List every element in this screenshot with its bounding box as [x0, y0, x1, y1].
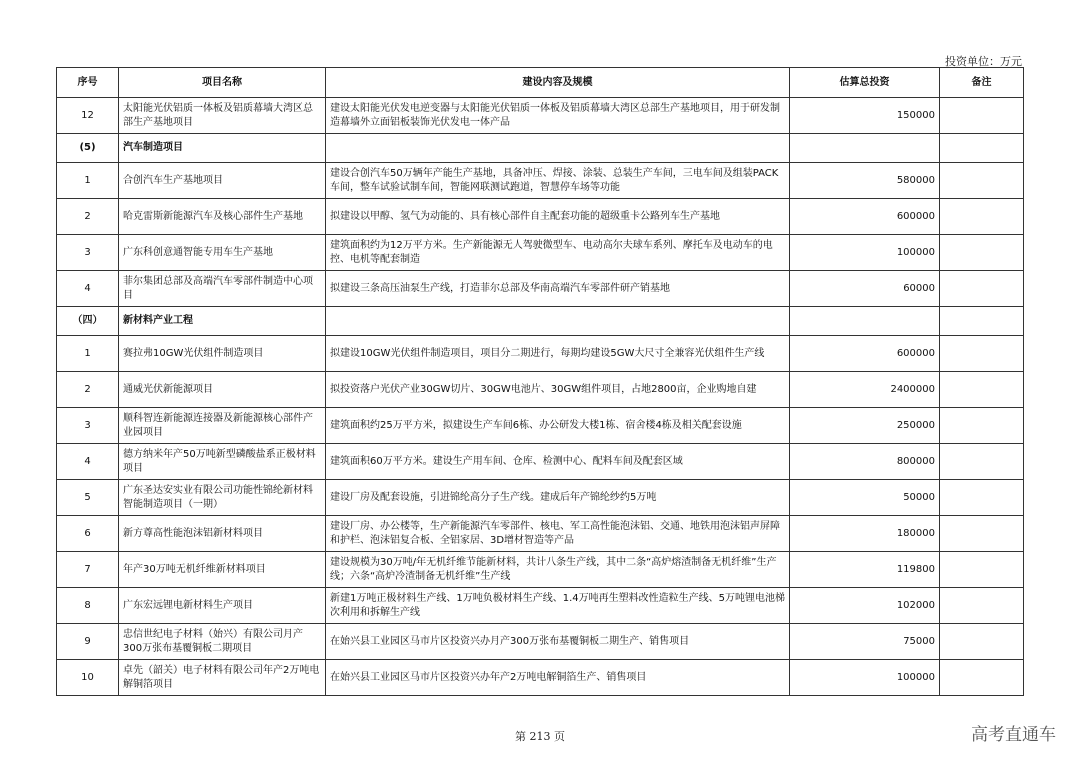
cell-investment: 800000: [790, 444, 940, 480]
cell-remarks: [940, 444, 1024, 480]
watermark: 高考直通车: [971, 725, 1056, 745]
cell-remarks: [940, 235, 1024, 271]
cell-remarks: [940, 408, 1024, 444]
cell-seq: 4: [57, 271, 119, 307]
header-content: 建设内容及规模: [326, 68, 790, 98]
cell-seq: 10: [57, 660, 119, 696]
cell-content: 建设合创汽车50万辆年产能生产基地，具备冲压、焊接、涂装、总装生产车间，三电车间及组装PACK车间，整车试验试制车间，智能网联测试跑道，智慧停车场等功能: [326, 163, 790, 199]
cell-content: 建设厂房及配套设施，引进锦纶高分子生产线。建成后年产锦纶纱约5万吨: [326, 480, 790, 516]
cell-project-name: 广东圣达安实业有限公司功能性锦纶新材料智能制造项目（一期）: [119, 480, 326, 516]
cell-investment: 580000: [790, 163, 940, 199]
cell-project-name: 菲尔集团总部及高端汽车零部件制造中心项目: [119, 271, 326, 307]
cell-investment: 102000: [790, 588, 940, 624]
table-row: [57, 660, 1024, 696]
section-row: [57, 307, 1024, 336]
cell-content: 建筑面积约为12万平方米。生产新能源无人驾驶微型车、电动高尔夫球车系列、摩托车及电动车的电控、电机等配套制造: [326, 235, 790, 271]
cell-remarks: [940, 624, 1024, 660]
cell-remarks: [940, 372, 1024, 408]
cell-remarks: [940, 588, 1024, 624]
cell-investment: 100000: [790, 235, 940, 271]
cell-seq: 5: [57, 480, 119, 516]
table-header-row: [57, 68, 1024, 98]
cell-seq: 9: [57, 624, 119, 660]
cell-investment: 100000: [790, 660, 940, 696]
cell-content: 建设规模为30万吨/年无机纤维节能新材料，共计八条生产线，其中二条“高炉熔渣制备无机纤维”生产线；六条“高炉冷渣制备无机纤维”生产线: [326, 552, 790, 588]
table-row: [57, 271, 1024, 307]
cell-remarks: [940, 307, 1024, 336]
cell-investment: 2400000: [790, 372, 940, 408]
cell-project-name: 新方尊高性能泡沫铝新材料项目: [119, 516, 326, 552]
cell-investment: [790, 134, 940, 163]
table-row: [57, 480, 1024, 516]
cell-investment: 600000: [790, 199, 940, 235]
cell-project-name: 赛拉弗10GW光伏组件制造项目: [119, 336, 326, 372]
cell-seq: (5): [57, 134, 119, 163]
cell-investment: 600000: [790, 336, 940, 372]
table-row: [57, 588, 1024, 624]
table-row: [57, 98, 1024, 134]
table-row: [57, 516, 1024, 552]
cell-project-name: 顺科智连新能源连接器及新能源核心部件产业园项目: [119, 408, 326, 444]
table-row: [57, 372, 1024, 408]
cell-project-name: 德方纳米年产50万吨新型磷酸盐系正极材料项目: [119, 444, 326, 480]
cell-seq: （四）: [57, 307, 119, 336]
cell-content: 拟投资落户光伏产业30GW切片、30GW电池片、30GW组件项目，占地2800亩，企业购地自建: [326, 372, 790, 408]
cell-content: 新建1万吨正极材料生产线、1万吨负极材料生产线、1.4万吨再生塑料改性造粒生产线、5万吨锂电池梯次利用和拆解生产线: [326, 588, 790, 624]
cell-remarks: [940, 336, 1024, 372]
header-project-name: 项目名称: [119, 68, 326, 98]
table-body: [57, 98, 1024, 696]
cell-content: 拟建设10GW光伏组件制造项目，项目分二期进行，每期均建设5GW大尺寸全兼容光伏组件生产线: [326, 336, 790, 372]
table-row: [57, 235, 1024, 271]
cell-project-name: 合创汽车生产基地项目: [119, 163, 326, 199]
header-investment: 估算总投资: [790, 68, 940, 98]
cell-content: 拟建设三条高压油泵生产线，打造菲尔总部及华南高端汽车零部件研产销基地: [326, 271, 790, 307]
investment-unit-note: 投资单位：万元: [945, 55, 1022, 68]
cell-project-name: 广东宏远锂电新材料生产项目: [119, 588, 326, 624]
cell-seq: 1: [57, 163, 119, 199]
cell-content: [326, 307, 790, 336]
cell-project-name: 太阳能光伏铝质一体板及铝质幕墙大湾区总部生产基地项目: [119, 98, 326, 134]
cell-content: 拟建设以甲醇、氢气为动能的、具有核心部件自主配套功能的超级重卡公路列车生产基地: [326, 199, 790, 235]
cell-investment: [790, 307, 940, 336]
cell-investment: 50000: [790, 480, 940, 516]
cell-investment: 119800: [790, 552, 940, 588]
table-row: [57, 408, 1024, 444]
cell-investment: 60000: [790, 271, 940, 307]
header-seq: 序号: [57, 68, 119, 98]
cell-project-name: 忠信世纪电子材料（始兴）有限公司月产300万张布基覆铜板二期项目: [119, 624, 326, 660]
table-row: [57, 444, 1024, 480]
cell-content: 建设厂房、办公楼等，生产新能源汽车零部件、核电、军工高性能泡沫铝、交通、地铁用泡沫铝声屏障和护栏、泡沫铝复合板、全铝家居、3D增材智造等产品: [326, 516, 790, 552]
cell-remarks: [940, 98, 1024, 134]
cell-remarks: [940, 199, 1024, 235]
cell-seq: 3: [57, 235, 119, 271]
project-table: [56, 67, 1024, 696]
cell-remarks: [940, 552, 1024, 588]
table-row: [57, 199, 1024, 235]
cell-project-name: 广东科创意通智能专用车生产基地: [119, 235, 326, 271]
table-row: [57, 552, 1024, 588]
cell-seq: 7: [57, 552, 119, 588]
cell-remarks: [940, 660, 1024, 696]
cell-seq: 4: [57, 444, 119, 480]
cell-remarks: [940, 271, 1024, 307]
header-remarks: 备注: [940, 68, 1024, 98]
cell-project-name: 通威光伏新能源项目: [119, 372, 326, 408]
cell-seq: 2: [57, 199, 119, 235]
section-row: [57, 134, 1024, 163]
cell-remarks: [940, 516, 1024, 552]
cell-seq: 3: [57, 408, 119, 444]
table-row: [57, 336, 1024, 372]
cell-investment: 150000: [790, 98, 940, 134]
cell-content: 在始兴县工业园区马市片区投资兴办年产2万吨电解铜箔生产、销售项目: [326, 660, 790, 696]
cell-content: 建筑面积60万平方米。建设生产用车间、仓库、检测中心、配料车间及配套区域: [326, 444, 790, 480]
cell-seq: 1: [57, 336, 119, 372]
cell-seq: 12: [57, 98, 119, 134]
cell-investment: 180000: [790, 516, 940, 552]
cell-seq: 2: [57, 372, 119, 408]
cell-project-name: 汽车制造项目: [119, 134, 326, 163]
cell-remarks: [940, 480, 1024, 516]
cell-seq: 8: [57, 588, 119, 624]
cell-content: [326, 134, 790, 163]
page-number: 第 213 页: [515, 730, 565, 743]
cell-project-name: 年产30万吨无机纤维新材料项目: [119, 552, 326, 588]
table-row: [57, 624, 1024, 660]
cell-project-name: 哈克雷斯新能源汽车及核心部件生产基地: [119, 199, 326, 235]
cell-remarks: [940, 134, 1024, 163]
table-row: [57, 163, 1024, 199]
cell-content: 建筑面积约25万平方米，拟建设生产车间6栋、办公研发大楼1栋、宿舍楼4栋及相关配套设施: [326, 408, 790, 444]
cell-project-name: 新材料产业工程: [119, 307, 326, 336]
cell-investment: 250000: [790, 408, 940, 444]
cell-project-name: 卓先（韶关）电子材料有限公司年产2万吨电解铜箔项目: [119, 660, 326, 696]
cell-remarks: [940, 163, 1024, 199]
cell-content: 建设太阳能光伏发电逆变器与太阳能光伏铝质一体板及铝质幕墙大湾区总部生产基地项目，用于研发制造幕墙外立面铝板装饰光伏发电一体产品: [326, 98, 790, 134]
cell-investment: 75000: [790, 624, 940, 660]
cell-seq: 6: [57, 516, 119, 552]
cell-content: 在始兴县工业园区马市片区投资兴办月产300万张布基覆铜板二期生产、销售项目: [326, 624, 790, 660]
